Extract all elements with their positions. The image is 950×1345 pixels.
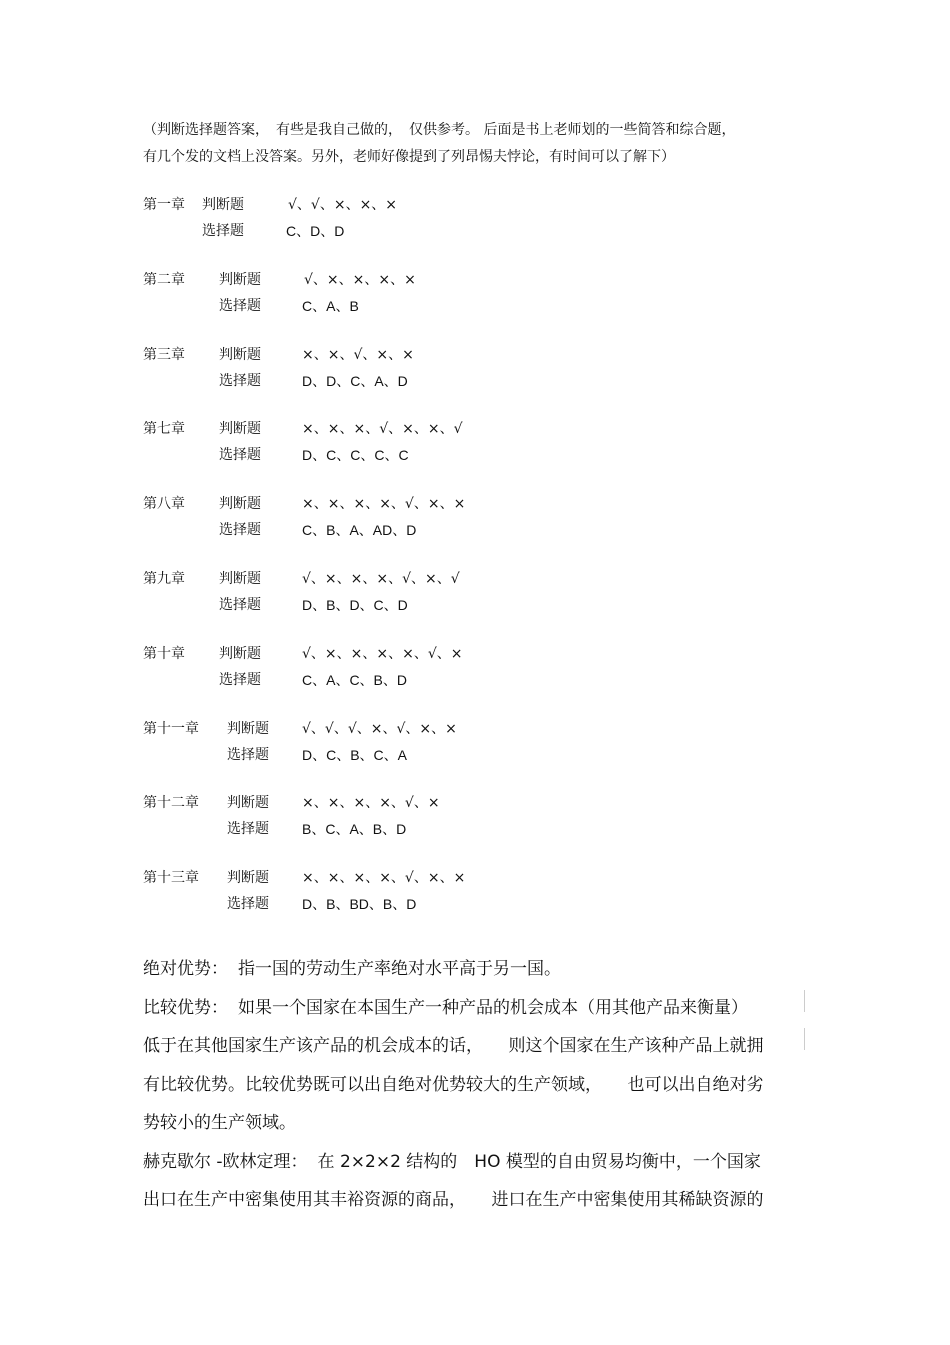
choice-label: 选择题 xyxy=(219,372,261,389)
intro-note xyxy=(143,117,823,171)
chapter-block xyxy=(143,491,743,566)
judge-label: 判断题 xyxy=(219,421,261,438)
judge-answers: √、√、√、×、√、×、× xyxy=(302,720,457,737)
choice-answers: D、B、D、C、D xyxy=(302,596,408,613)
absolute-advantage-text: 指一国的劳动生产率绝对水平高于另一国。 xyxy=(238,959,561,979)
choice-label: 选择题 xyxy=(219,671,261,688)
ho-theorem-line-1 xyxy=(143,1143,813,1182)
choice-answers: C、A、C、B、D xyxy=(302,671,408,688)
choice-answers: D、C、C、C、C xyxy=(302,447,409,464)
judge-label: 判断题 xyxy=(219,271,261,288)
box-edge-1 xyxy=(804,990,805,1012)
judge-answers: √、×、×、×、×、√、× xyxy=(302,645,463,662)
choice-answers: C、B、A、AD、D xyxy=(302,522,417,539)
choice-answers: D、C、B、C、A xyxy=(302,746,408,763)
ho-theorem-text-1: 在 2×2×2 结构的 HO 模型的自由贸易均衡中，一个国家 xyxy=(317,1151,761,1172)
judge-label: 判断题 xyxy=(219,346,261,363)
chapter-block xyxy=(143,566,743,641)
comparative-advantage-line-3: 有比较优势。比较优势既可以出自绝对优势较大的生产领域， 也可以出自绝对劣 xyxy=(143,1074,764,1095)
choice-label: 选择题 xyxy=(227,821,269,838)
chapter-title: 第一章 xyxy=(143,197,185,213)
chapter-title: 第二章 xyxy=(143,271,185,288)
chapter-block xyxy=(143,716,743,791)
intro-line-1: （判断选择题答案， 有些是我自己做的， 仅供参考。 后面是书上老师划的一些简答和综合题， xyxy=(143,122,736,138)
comparative-advantage-text-1: 如果一个国家在本国生产一种产品的机会成本（用其他产品来衡量） xyxy=(238,997,748,1018)
choice-label: 选择题 xyxy=(219,447,261,464)
chapter-block xyxy=(143,267,743,342)
choice-answers: C、D、D xyxy=(286,223,345,239)
choice-answers: B、C、A、B、D xyxy=(302,821,407,838)
judge-answers: ×、×、√、×、× xyxy=(302,346,414,363)
comparative-advantage-term: 比较优势： xyxy=(143,997,228,1018)
comparative-advantage-line-1 xyxy=(143,989,813,1028)
judge-label: 判断题 xyxy=(227,870,269,887)
choice-label: 选择题 xyxy=(219,297,261,314)
judge-answers: ×、×、×、√、×、×、√ xyxy=(302,421,463,438)
comparative-advantage-line-4: 势较小的生产领域。 xyxy=(143,1113,296,1133)
choice-label: 选择题 xyxy=(227,746,269,763)
chapter-title: 第八章 xyxy=(143,496,185,513)
chapter-title: 第十二章 xyxy=(143,795,199,812)
ho-theorem-line-2: 出口在生产中密集使用其丰裕资源的商品， 进口在生产中密集使用其稀缺资源的 xyxy=(143,1190,764,1210)
chapter-block xyxy=(143,641,743,716)
judge-label: 判断题 xyxy=(219,645,261,662)
chapter-block xyxy=(143,416,743,491)
judge-label: 判断题 xyxy=(202,197,244,213)
chapter-title: 第十一章 xyxy=(143,720,199,737)
chapter-title: 第九章 xyxy=(143,570,185,587)
answer-list xyxy=(143,192,743,940)
chapter-block xyxy=(143,790,743,865)
judge-label: 判断题 xyxy=(219,496,261,513)
choice-label: 选择题 xyxy=(219,522,261,539)
chapter-block xyxy=(143,192,743,267)
judge-label: 判断题 xyxy=(227,720,269,737)
chapter-title: 第三章 xyxy=(143,346,185,363)
choice-label: 选择题 xyxy=(202,223,244,239)
chapter-title: 第十章 xyxy=(143,645,185,662)
judge-answers: ×、×、×、×、√、×、× xyxy=(302,870,466,887)
judge-answers: ×、×、×、×、√、× xyxy=(302,795,440,812)
comparative-advantage-line-2: 低于在其他国家生产该产品的机会成本的话， 则这个国家在生产该种产品上就拥 xyxy=(143,1036,764,1056)
chapter-block xyxy=(143,865,743,940)
judge-answers: ×、×、×、×、√、×、× xyxy=(302,496,466,513)
choice-label: 选择题 xyxy=(219,596,261,613)
definitions-section xyxy=(143,950,813,1220)
judge-label: 判断题 xyxy=(227,795,269,812)
chapter-title: 第七章 xyxy=(143,421,185,438)
choice-label: 选择题 xyxy=(227,896,269,913)
box-edge-2 xyxy=(804,1028,805,1050)
judge-answers: √、×、×、×、√、×、√ xyxy=(302,570,460,587)
intro-line-2: 有几个发的文档上没答案。另外，老师好像提到了列昂惕夫悖论，有时间可以了解下） xyxy=(143,149,675,165)
chapter-title: 第十三章 xyxy=(143,870,199,887)
choice-answers: D、B、BD、B、D xyxy=(302,896,417,913)
absolute-advantage-term: 绝对优势： xyxy=(143,959,228,979)
judge-answers: √、√、×、×、× xyxy=(288,197,398,213)
judge-answers: √、×、×、×、× xyxy=(304,271,416,288)
choice-answers: D、D、C、A、D xyxy=(302,372,408,389)
absolute-advantage-definition xyxy=(143,950,813,989)
ho-theorem-term: 赫克歇尔 -欧林定理： xyxy=(143,1151,308,1172)
chapter-block xyxy=(143,342,743,417)
choice-answers: C、A、B xyxy=(302,297,359,314)
judge-label: 判断题 xyxy=(219,570,261,587)
